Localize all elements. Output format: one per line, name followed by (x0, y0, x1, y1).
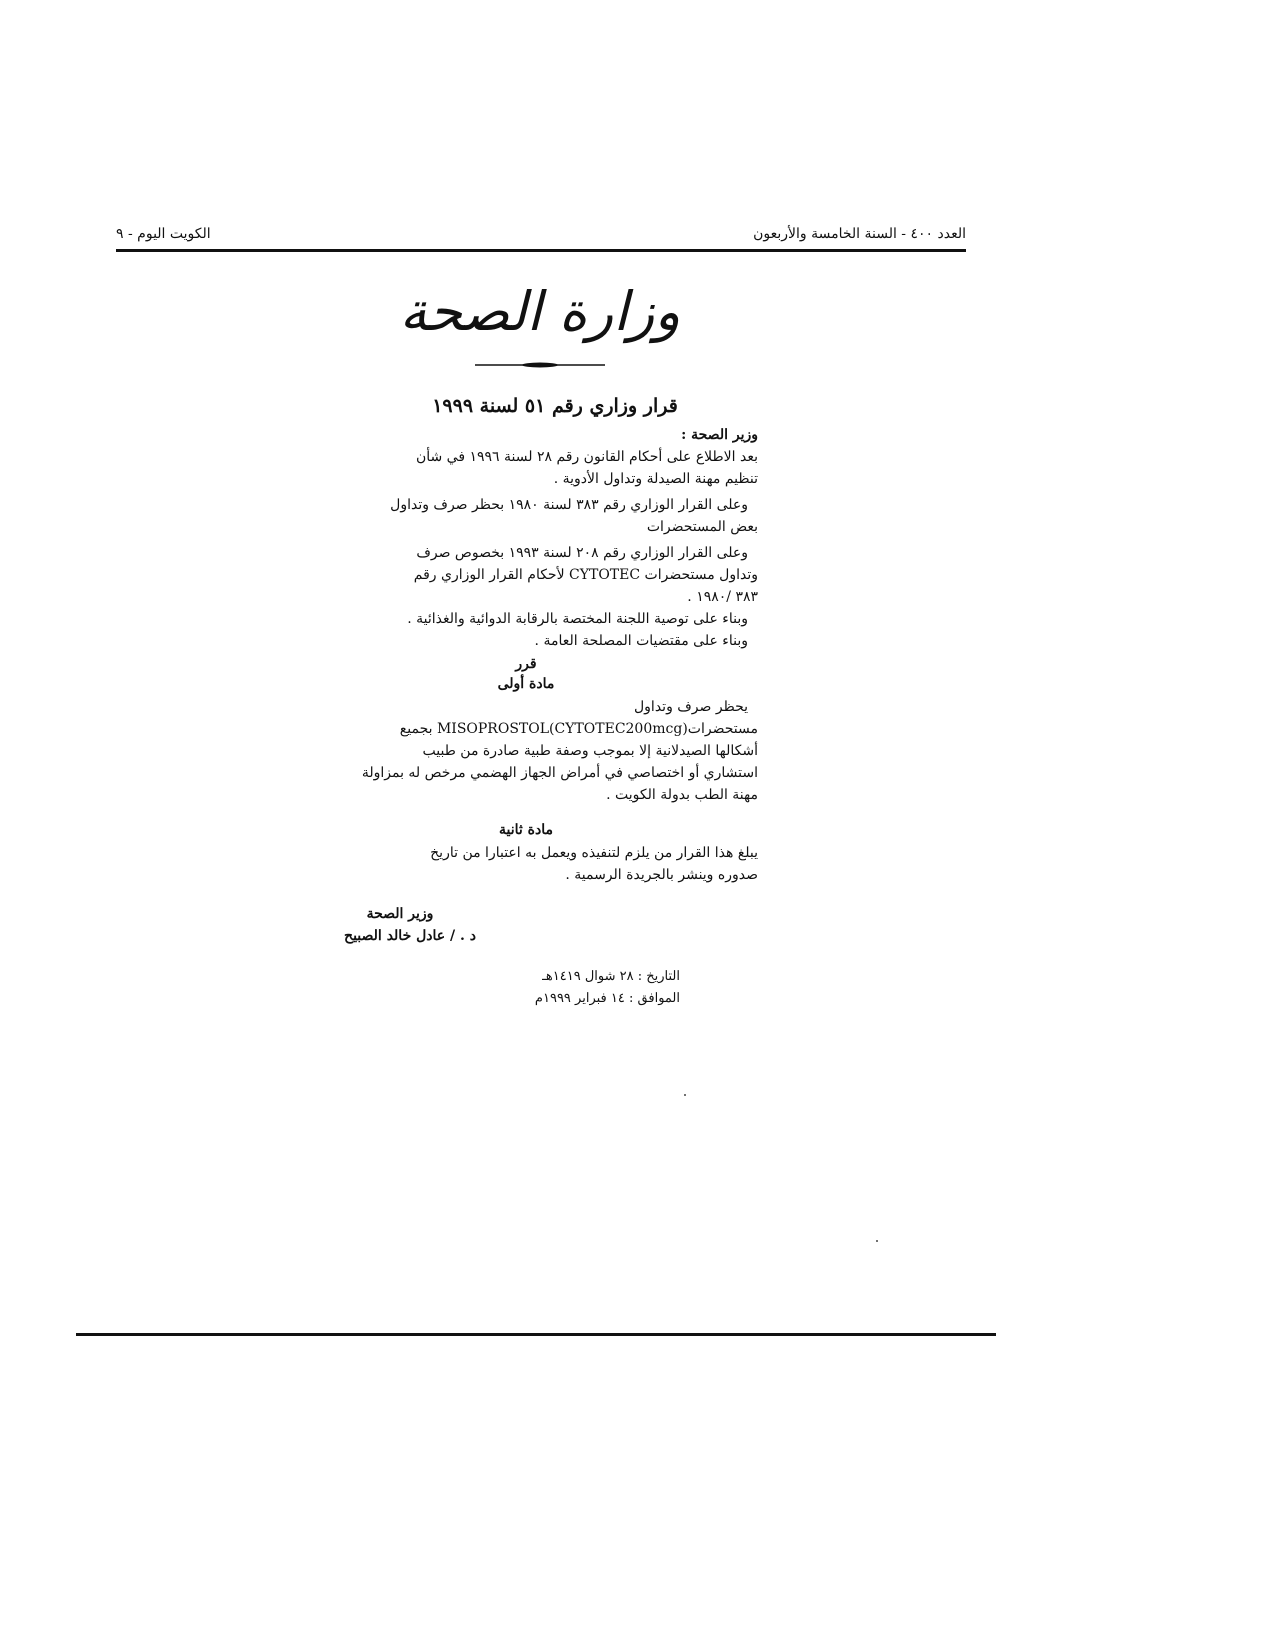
preamble-line: بعد الاطلاع على أحكام القانون رقم ٢٨ لسنة ١٩٩٦ في شأن (415, 449, 758, 465)
article-1-body (330, 696, 758, 806)
preamble-line: وتداول مستحضرات CYTOTEC لأحكام القرار الوزاري رقم (413, 567, 758, 583)
scan-speck (684, 1094, 686, 1096)
addressee: وزير الصحة : (681, 427, 758, 443)
preamble-line: وعلى القرار الوزاري رقم ٣٨٣ لسنة ١٩٨٠ بحظر صرف وتداول (390, 497, 748, 513)
header-rule (116, 249, 966, 252)
article-2-heading: مادة ثانية (499, 822, 553, 838)
article-line: صدوره وينشر بالجريدة الرسمية . (565, 867, 758, 883)
article-line: يحظر صرف وتداول (634, 699, 748, 715)
footer-rule (76, 1333, 996, 1336)
preamble-line: وبناء على مقتضيات المصلحة العامة . (534, 633, 748, 649)
article-line: أشكالها الصيدلانية إلا بموجب وصفة طبية صادرة من طبيب (422, 743, 758, 759)
gregorian-date: الموافق : ١٤ فبراير ١٩٩٩م (534, 991, 680, 1006)
preamble-line: تنظيم مهنة الصيدلة وتداول الأدوية . (553, 471, 758, 487)
preamble-line: بعض المستحضرات (646, 519, 758, 535)
decree-title: قرار وزاري رقم ٥١ لسنة ١٩٩٩ (432, 395, 678, 417)
article-line: يبلغ هذا القرار من يلزم لتنفيذه ويعمل به اعتبارا من تاريخ (430, 845, 758, 861)
hijri-date: التاريخ : ٢٨ شوال ١٤١٩هـ (542, 969, 680, 984)
issue-number: العدد ٤٠٠ - السنة الخامسة والأربعون (753, 226, 966, 242)
signature-title: وزير الصحة (366, 906, 434, 922)
preamble-line: ٣٨٣ /١٩٨٠ . (687, 589, 758, 605)
signature-name: د . / عادل خالد الصبيح (344, 928, 476, 944)
scan-speck (876, 1240, 878, 1242)
article-1-heading: مادة أولى (497, 676, 555, 692)
preamble-line: وعلى القرار الوزاري رقم ٢٠٨ لسنة ١٩٩٣ بخصوص صرف (416, 545, 748, 561)
article-line: مستحضرات(MISOPROSTOL(CYTOTEC200mcg بجميع (399, 721, 758, 737)
decided-label: قرر (515, 656, 537, 672)
article-line: استشاري أو اختصاصي في أمراض الجهاز الهضمي مرخص له بمزاولة (361, 765, 758, 781)
article-line: مهنة الطب بدولة الكويت . (606, 787, 758, 803)
newspaper-name: الكويت اليوم - ٩ (116, 226, 211, 242)
running-header (116, 226, 966, 248)
article-2-body (330, 842, 758, 886)
decree-dates (530, 966, 680, 1010)
title-ornament (475, 360, 605, 370)
ministry-calligraphy-title: وزارة الصحة (399, 280, 681, 343)
preamble-line: وبناء على توصية اللجنة المختصة بالرقابة الدوائية والغذائية . (407, 611, 748, 627)
preamble (330, 424, 758, 652)
